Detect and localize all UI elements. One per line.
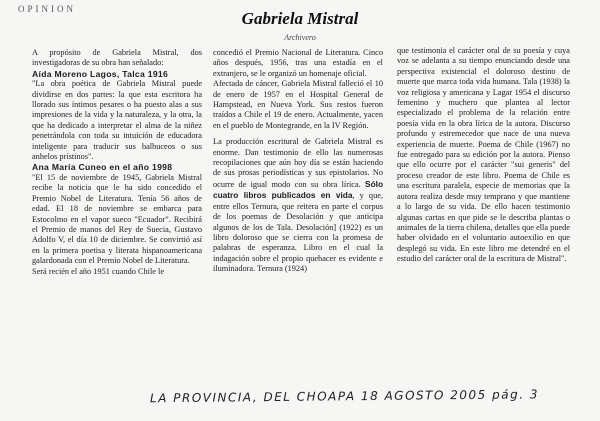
paragraph: A propósito de Gabriela Mistral, dos investigadoras de su obra han señalado: [32, 48, 202, 68]
paragraph: "El 15 de noviembre de 1945, Gabriela Mistral recibe la noticia que le ha sido concedido el Premio Nobel de Literatura. Tenía 56 años de edad. El 18 de noviembre se embarca para Estocolmo en el vapor sueco "Ecuador". Recibirá el Premio de manos del Rey de Suecia, Gustavo Adolfo V, el día 10 de diciembre. Se convirtió así en la primera poetisa y literata hispanoamericana galardonada con el Premio Nobel de Literatura. [32, 172, 202, 266]
emphasis-text: Sólo cuatro libros publicados en vida [213, 178, 383, 201]
article-byline: Archivero [284, 33, 316, 42]
paragraph [213, 137, 383, 274]
paragraph-text: La producción escritural de Gabriela Mistral es enorme. Dan testimonio de ello las numerosas recopilaciones que aún hoy día se están haciendo de sus prosas periodísticas y sus epistolarios. No ocurre de igual modo con su obra lírica. [213, 137, 383, 189]
paragraph: que testimonia el carácter oral de su poesía y cuya voz se adelanta a su tiempo enunciando desde una perspectiva existencial el doloroso destino de muerte que marca toda vida humana. Tala (1938) la voz religiosa y americana y Lagar 1954 el discurso femenino y muchero que plantea al lector especializado el problema de la relación entre poesía vida en la obra lírica de la autora. Discurso profundo y estremecedor que nace de una nueva experiencia de muerte. Poema de Chile (1967) no fue entregado para su edición por la autora. Pienso que ello ocurre por el carácter "sui generis" del proceso creador de este libro. Poema de Chile es una escritura paralela, especie de memorias que la autora realiza desde muy temprano y que mantiene a lo largo de su vida. De ello hacen testimonio algunas cartas en que pide se le describa plantas o animales de la tierra chilena, detalles que ella puede haber olvidado en el voluntario autoexilio en que desplegó su vida. En este libro me detendré en el estudio del carácter oral de la escritura de Mistral". [397, 46, 570, 264]
paragraph: concedió el Premio Nacional de Literatura. Cinco años después, 1956, tras una estadía en el extranjero, se le organizó un homenaje oficial. [213, 48, 383, 78]
handwritten-source-note: LA PROVINCIA, DEL CHOAPA 18 AGOSTO 2005 pág. 3 [149, 387, 539, 406]
section-label: OPINION [18, 4, 76, 14]
article-column-2 [213, 48, 383, 379]
paragraph: "La obra poética de Gabriela Mistral puede dividirse en dos partes: la que esta escritora ha llorado sus íntimos pesares o ha puesto alas a sus impresiones de la vida y la naturaleza, y la otra, la que ha dedicado a interpretar el alma de la niñez penetrándola con toda su intuición de educadora inteligente para traducir sus balbuceos o sus anhelos prístinos". [32, 79, 202, 162]
subheading: Aída Moreno Lagos, Talca 1916 [32, 68, 169, 79]
paragraph: Será recién el año 1951 cuando Chile le [32, 266, 165, 276]
article-column-1 [32, 48, 202, 372]
article-title: Gabriela Mistral [241, 9, 359, 28]
paragraph-text: , y que, entre ellos Ternura, que reitera en parte el corpus de los poemas de Desolación y que anticipa algunos de los de Tala. Desolación] (1922) es un libro doloroso que se cierra con la promesa de palabras de esperanza. Libro en el cual la indagación sobre el propio quehacer es evidente e iluminadora. Ternura (1924) [213, 191, 383, 274]
paragraph: Afectada de cáncer, Gabriela Mistral falleció el 10 de enero de 1957 en el Hospital General de Hampstead, en Nueva York. Sus restos fueron traídos a Chile el 19 de enero. Actualmente, yacen en el pueblo de Montegrande, en la IV Región. [213, 79, 383, 130]
subheading: Ana María Cuneo en el año 1998 [32, 162, 173, 173]
article-column-3 [397, 46, 570, 379]
